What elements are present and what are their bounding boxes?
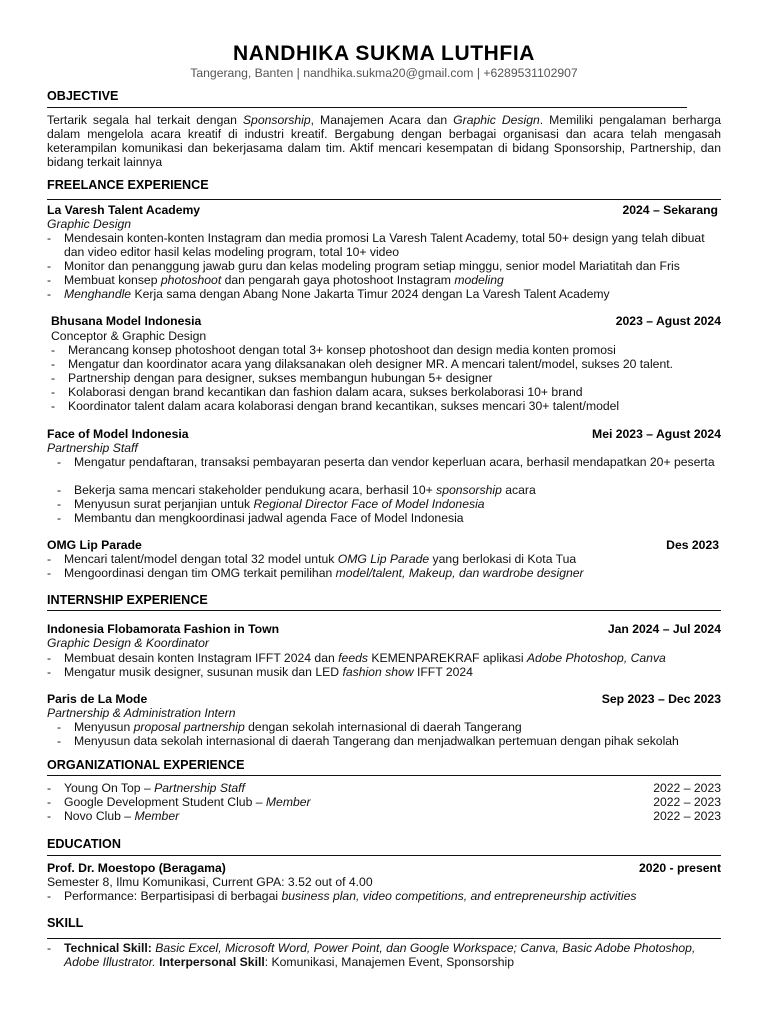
list-item: - Menghandle Kerja sama dengan Abang None Jakarta Timur 2024 dengan La Varesh Talent Academy: [47, 287, 610, 301]
section-title-education: EDUCATION: [47, 837, 121, 851]
list-item: - Mengatur musik designer, susunan musik dan LED fashion show IFFT 2024: [47, 665, 473, 679]
section-divider: [47, 199, 721, 200]
education-school: Prof. Dr. Moestopo (Beragama): [47, 861, 226, 875]
list-item: - Mengatur pendaftaran, transaksi pembayaran peserta dan vendor keperluan acara, berhasil mendapatkan 20+ peserta: [57, 455, 715, 469]
entry-date: Des 2023: [666, 538, 719, 552]
entry-date: 2022 – 2023: [653, 809, 721, 823]
list-item: - Bekerja sama mencari stakeholder pendukung acara, berhasil 10+ sponsorship acara: [57, 483, 536, 497]
section-title-objective: OBJECTIVE: [47, 89, 119, 103]
list-item: - Merancang konsep photoshoot dengan total 3+ konsep photoshoot dan design media konten promosi: [51, 343, 616, 357]
list-item: - Mengoordinasi dengan tim OMG terkait pemilihan model/talent, Makeup, dan wardrobe designer: [47, 566, 584, 580]
section-divider: [47, 855, 721, 856]
entry-date: 2020 - present: [639, 861, 721, 875]
list-item: - Google Development Student Club – Member: [47, 795, 311, 809]
entry-organization: La Varesh Talent Academy: [47, 203, 201, 217]
entry-date: 2024 – Sekarang: [622, 203, 718, 217]
list-item: - Mendesain konten-konten Instagram dan media promosi La Varesh Talent Academy, total 50+ design yang telah dibuat dan video editor hasil kelas modeling program, total 10+ video: [47, 231, 705, 259]
list-item: - Young On Top – Partnership Staff: [47, 781, 245, 795]
list-item: - Menyusun surat perjanjian untuk Regional Director Face of Model Indonesia: [57, 497, 485, 511]
entry-organization: Bhusana Model Indonesia: [51, 314, 202, 328]
section-divider: [47, 938, 721, 939]
list-item: - Koordinator talent dalam acara kolaborasi dengan brand kecantikan, sukses mencari 30+ talent/model: [51, 399, 620, 413]
entry-date: Mei 2023 – Agust 2024: [592, 427, 721, 441]
entry-role: Graphic Design: [47, 217, 131, 231]
entry-date: Jan 2024 – Jul 2024: [607, 622, 721, 636]
list-item: - Performance: Berpartisipasi di berbagai business plan, video competitions, and entrepreneurship activities: [47, 889, 637, 903]
list-item: - Mencari talent/model dengan total 32 model untuk OMG Lip Parade yang berlokasi di Kota Tua: [47, 552, 577, 566]
entry-role: Partnership Staff: [47, 441, 138, 455]
list-item: - Novo Club – Member: [47, 809, 180, 823]
section-title-organizational: ORGANIZATIONAL EXPERIENCE: [47, 758, 245, 772]
list-item: - Mengatur dan koordinator acara yang dilaksanakan oleh designer MR. A mencari talent/model, sukses 20 talent.: [51, 357, 673, 371]
list-item: - Kolaborasi dengan brand kecantikan dan fashion dalam acara, sukses berkolaborasi 10+ brand: [51, 385, 583, 399]
entry-organization: OMG Lip Parade: [47, 538, 142, 552]
section-divider: [47, 610, 721, 611]
skill-list-item: - Technical Skill: Basic Excel, Microsoft Word, Power Point, dan Google Workspace; Canva, Basic Adobe Photoshop, Adobe Illustrator. Interpersonal Skill: Komunikasi, Manajemen Event, Sponsorship: [47, 941, 696, 969]
section-divider: [47, 107, 687, 108]
section-title-freelance: FREELANCE EXPERIENCE: [47, 178, 209, 192]
entry-date: 2022 – 2023: [653, 781, 721, 795]
contact-line: Tangerang, Banten | nandhika.sukma20@gmail.com | +6289531102907: [190, 66, 578, 80]
entry-organization: Indonesia Flobamorata Fashion in Town: [47, 622, 280, 636]
entry-date: 2022 – 2023: [653, 795, 721, 809]
resume-name: NANDHIKA SUKMA LUTHFIA: [232, 42, 536, 65]
list-item: - Menyusun proposal partnership dengan sekolah internasional di daerah Tangerang: [57, 720, 522, 734]
list-item: - Membuat konsep photoshoot dan pengarah gaya photoshoot Instagram modeling: [47, 273, 504, 287]
section-title-skill: SKILL: [47, 916, 84, 930]
entry-role: Conceptor & Graphic Design: [51, 329, 207, 343]
objective-text: Tertarik segala hal terkait dengan Sponsorship, Manajemen Acara dan Graphic Design. Memiliki pengalaman berharga dalam mengelola acara kreatif di industri kreatif. Bergabung dengan berbagai organisasi dan acara telah mengasah keterampilan komunikasi dan bekerjasama dalam tim. Aktif mencari kesempatan di bidang Sponsorship, Partnership, dan bidang terkait lainnya: [47, 113, 721, 169]
entry-organization: Face of Model Indonesia: [47, 427, 189, 441]
list-item: - Monitor dan penanggung jawab guru dan kelas modeling program setiap minggu, senior model Mariatitah dan Fris: [47, 259, 680, 273]
entry-role: Partnership & Administration Intern: [47, 706, 236, 720]
entry-date: 2023 – Agust 2024: [615, 314, 721, 328]
list-item: - Membuat desain konten Instagram IFFT 2024 dan feeds KEMENPAREKRAF aplikasi Adobe Photoshop, Canva: [47, 651, 666, 665]
section-divider: [47, 775, 721, 776]
list-item: - Membantu dan mengkoordinasi jadwal agenda Face of Model Indonesia: [57, 511, 464, 525]
education-detail: Semester 8, Ilmu Komunikasi, Current GPA: 3.52 out of 4.00: [47, 875, 373, 889]
list-item: - Partnership dengan para designer, sukses membangun hubungan 5+ designer: [51, 371, 493, 385]
section-title-internship: INTERNSHIP EXPERIENCE: [47, 593, 208, 607]
entry-role: Graphic Design & Koordinator: [47, 636, 209, 650]
entry-date: Sep 2023 – Dec 2023: [601, 692, 721, 706]
entry-organization: Paris de La Mode: [47, 692, 148, 706]
list-item: - Menyusun data sekolah internasional di daerah Tangerang dan menjadwalkan pertemuan dengan pihak sekolah: [57, 734, 679, 748]
